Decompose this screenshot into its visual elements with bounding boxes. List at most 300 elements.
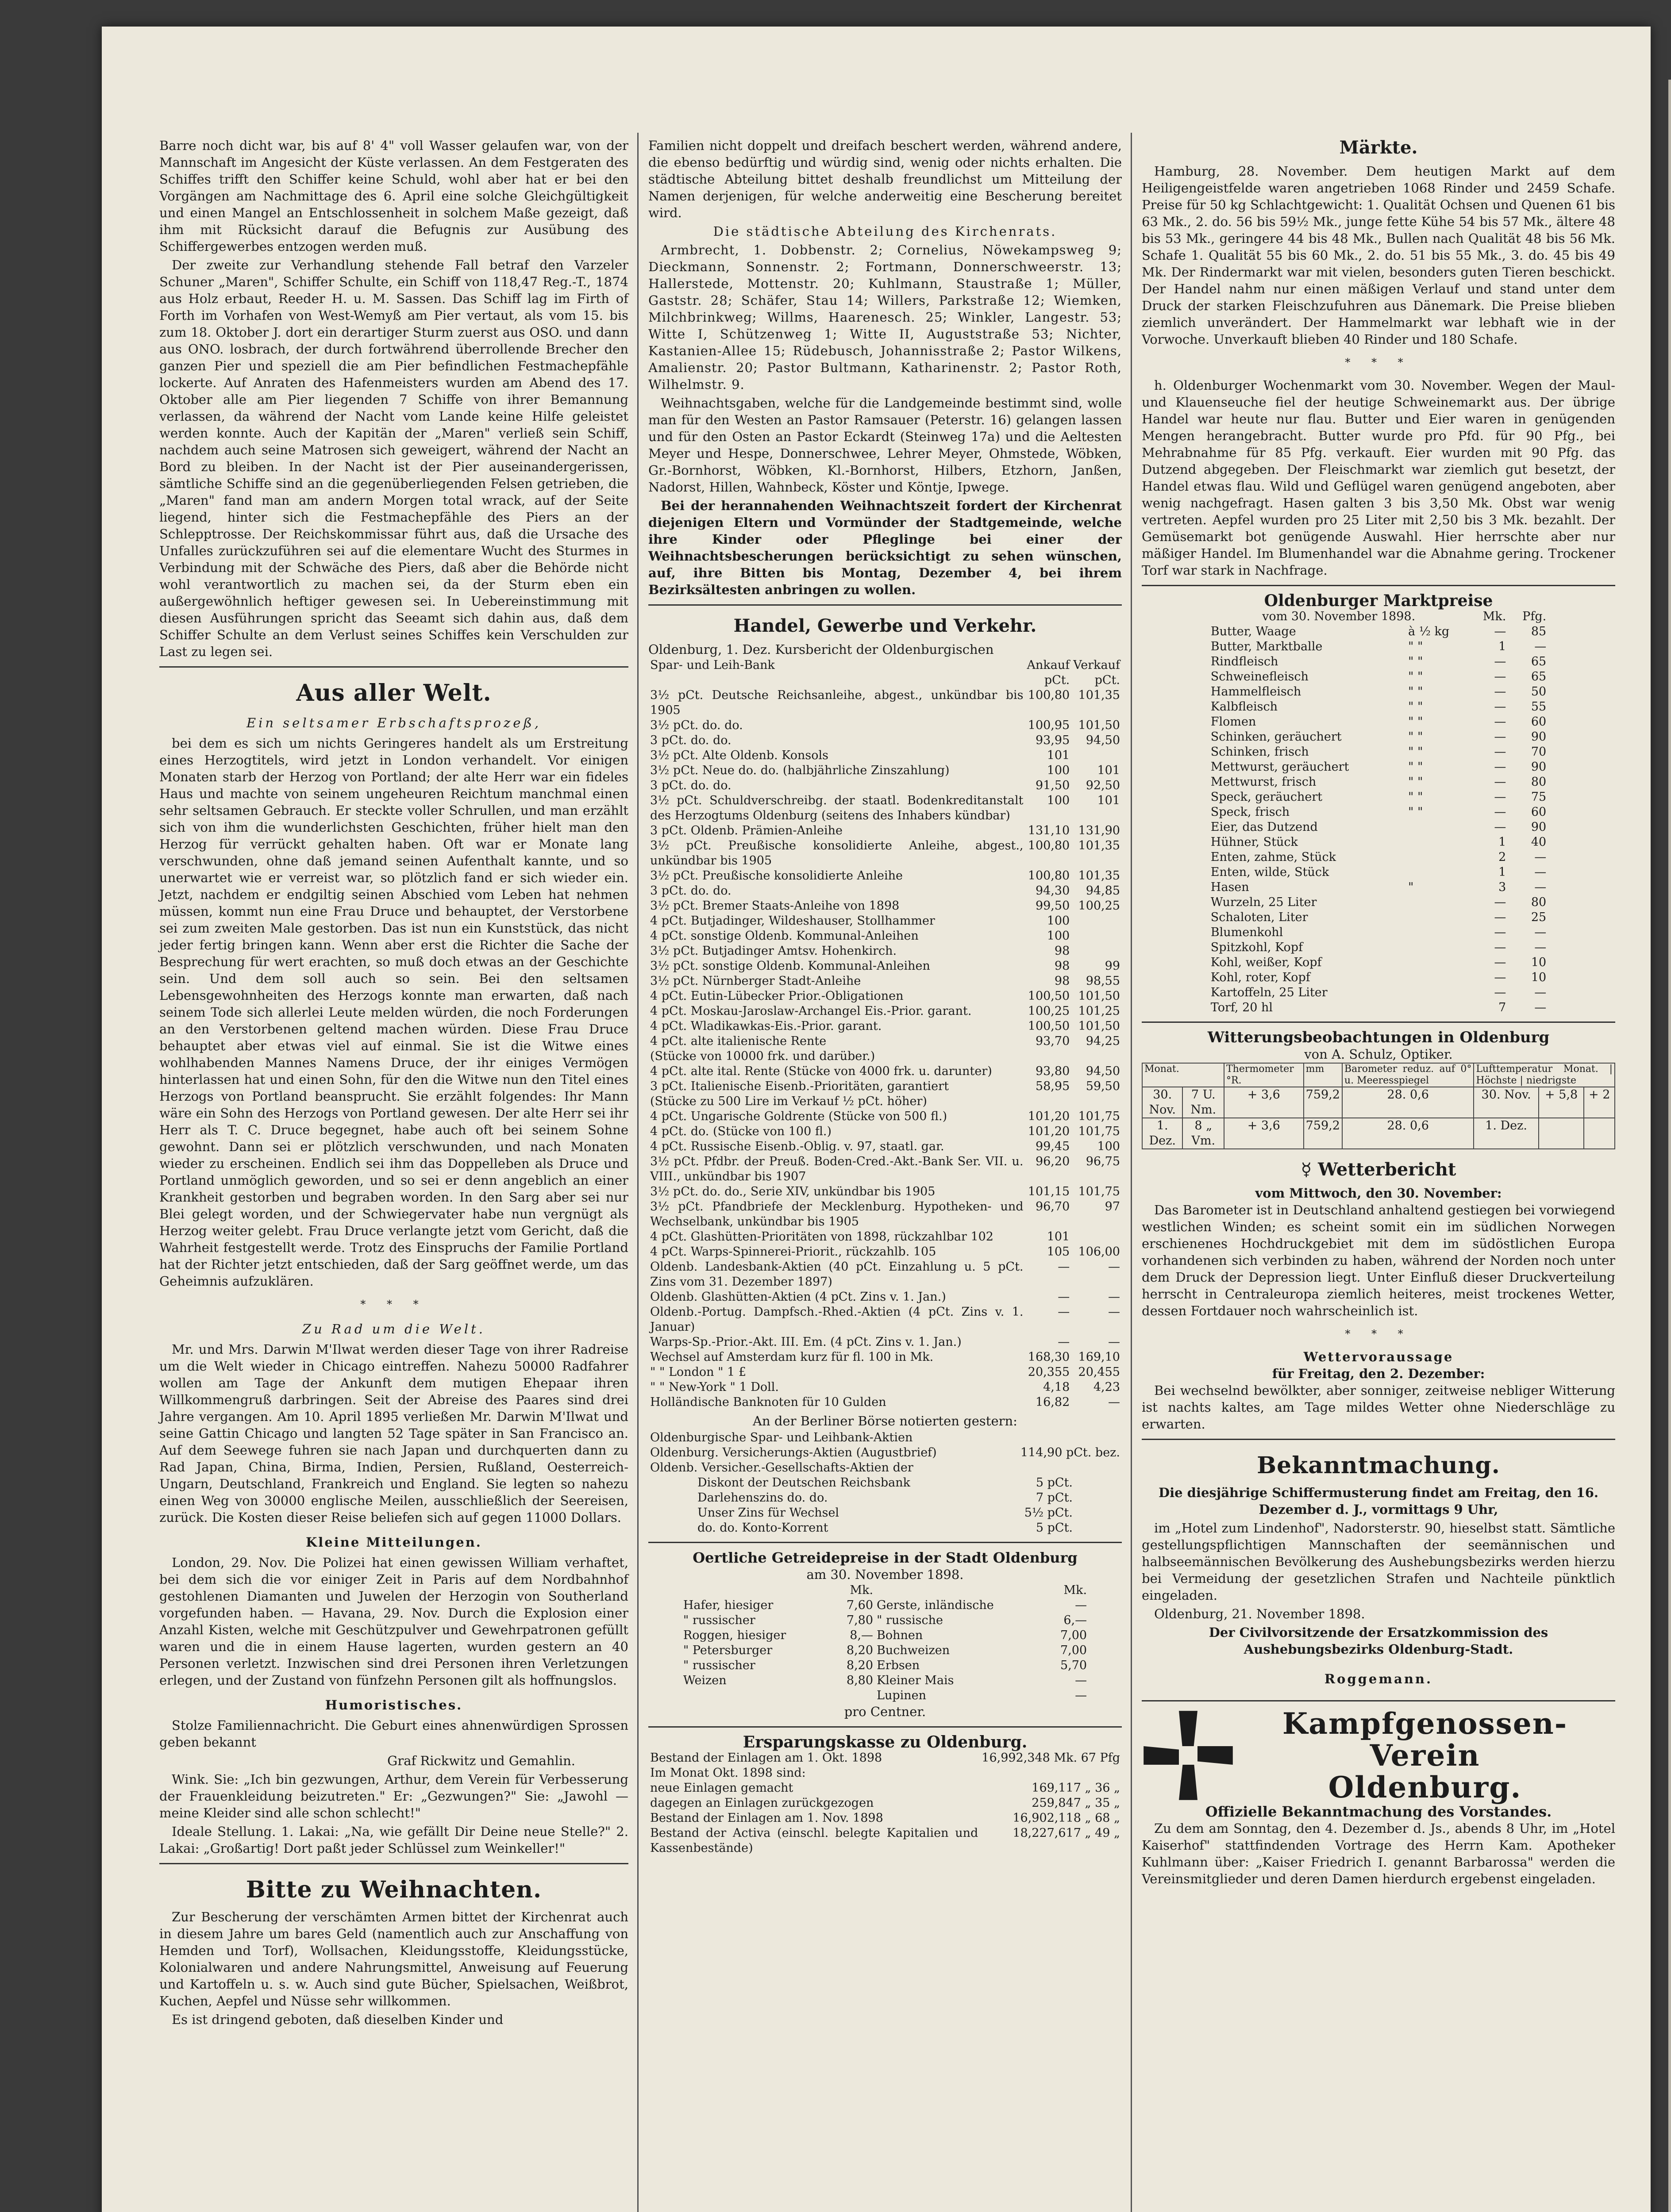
kurs-row-cell: 4 pCt. do. (Stücke von 100 fl.) <box>650 1125 832 1138</box>
marktpreise-row-cell: " " <box>1408 760 1423 774</box>
page-edge-shadow <box>1668 80 1671 2212</box>
kurs-row-cell <box>1071 944 1122 959</box>
section-heading-sparkasse: Ersparungskasse zu Oldenburg. <box>743 1733 1028 1751</box>
bekanntmachung-name: Roggemann. <box>1324 1671 1433 1686</box>
kurs-row <box>648 1335 1122 1350</box>
kurs-row <box>648 1229 1122 1244</box>
column-3 <box>1142 137 1615 1889</box>
bekanntmachung-date: Oldenburg, 21. November 1898. <box>1154 1606 1365 1621</box>
kurs-row-cell: 101 <box>1047 1230 1070 1244</box>
marktpreise-row-cell: 90 <box>1531 760 1547 774</box>
kurs-row <box>648 1244 1122 1260</box>
kurs-row <box>648 1049 1122 1064</box>
kurs-row-cell: Warps-Sp.-Prior.-Akt. III. Em. (4 pCt. Zins v. 1. Jan.) <box>650 1335 962 1349</box>
heading-witterung: Witterungsbeobachtungen in Oldenburg <box>1207 1029 1550 1046</box>
getreide-row-cell: — <box>1075 1598 1087 1612</box>
marktpreise-row <box>1208 955 1549 970</box>
witterung-row-cell: + 3,6 <box>1224 1087 1304 1118</box>
marktpreise-row-cell: 1 <box>1498 640 1506 653</box>
kurs-row-cell: 99,50 <box>1035 899 1070 913</box>
marktpreise-row-cell <box>1405 940 1469 955</box>
getreide-row-cell: 7,00 <box>1060 1628 1087 1642</box>
marktpreise-row-cell: Kohl, weißer, Kopf <box>1210 956 1322 969</box>
kurs-row-cell: 98 <box>1054 959 1070 973</box>
section-rule <box>648 604 1122 606</box>
kurs-row-cell: 97 <box>1105 1200 1120 1214</box>
kurs-row-cell: 99 <box>1105 959 1120 973</box>
getreide-row <box>681 1673 1089 1688</box>
kurs-row-cell: 96,20 <box>1035 1155 1070 1168</box>
kurs-row <box>648 748 1122 763</box>
marktpreise-row-cell: Torf, 20 hl <box>1210 1001 1273 1014</box>
marktpreise-row-cell: Schinken, geräuchert <box>1210 730 1342 744</box>
kurs-row-cell: 3½ pCt. Deutsche Reichsanleihe, abgest., unkündbar bis 1905 <box>650 688 1024 717</box>
section-rule <box>159 666 628 668</box>
getreide-row <box>681 1688 1089 1703</box>
marktpreise-row-cell: " " <box>1408 715 1423 729</box>
berlin-row-cell <box>997 1460 1122 1475</box>
kurs-row <box>648 1395 1122 1410</box>
getreide-row-cell: 7,00 <box>1060 1644 1087 1657</box>
kurs-row-cell: 94,50 <box>1086 733 1120 747</box>
witterung-row-cell: 1. Dez. <box>1142 1118 1182 1149</box>
column-rule <box>1131 133 1132 2212</box>
kurs-row <box>648 944 1122 959</box>
witterung-row-cell: 30. Nov. <box>1474 1087 1538 1118</box>
diskont-row <box>696 1475 1074 1490</box>
kurs-row-cell: 4 pCt. Russische Eisenb.-Oblig. v. 97, staatl. gar. <box>650 1140 944 1153</box>
kurs-row-cell: 101,75 <box>1078 1185 1120 1198</box>
kurs-row <box>648 1199 1122 1229</box>
diskont-row-cell: 7 pCt. <box>1036 1491 1073 1505</box>
heading-wetterbericht <box>1142 1159 1615 1180</box>
kurs-row <box>648 1034 1122 1049</box>
diskont-row-cell: 5 pCt. <box>1036 1476 1073 1490</box>
kurs-row <box>648 1350 1122 1365</box>
section-heading-handel: Handel, Gewerbe und Verkehr. <box>733 615 1037 636</box>
berlin-row <box>648 1460 1122 1475</box>
column-2 <box>648 137 1122 1856</box>
sparkasse-row-cell: 16,992,348 Mk. 67 Pfg <box>982 1751 1120 1765</box>
sparkasse-row <box>648 1811 1122 1826</box>
kurs-row-cell <box>1071 1094 1122 1109</box>
marktpreise-row-cell: — <box>1494 820 1506 834</box>
witterung-row-cell: 28. 0,6 <box>1342 1118 1474 1149</box>
kurs-row <box>648 899 1122 914</box>
diskont-row <box>696 1521 1074 1536</box>
marktpreise-row <box>1208 985 1549 1000</box>
marktpreise-row-cell <box>1405 985 1469 1000</box>
marktpreise-row-cell <box>1405 1000 1469 1015</box>
marktpreise-row-cell <box>1405 970 1469 985</box>
kurs-row-cell: — <box>1108 1335 1120 1349</box>
witterung-row-cell <box>1584 1118 1615 1149</box>
diskont-table <box>696 1475 1074 1536</box>
witterung-row-cell <box>1539 1118 1584 1149</box>
marktpreise-row-cell: — <box>1494 730 1506 744</box>
berlin-header: An der Berliner Börse notierten gestern: <box>753 1413 1017 1429</box>
kurs-row-cell: 100,80 <box>1028 839 1070 853</box>
wetterbericht-title: Wetterbericht <box>1318 1159 1456 1180</box>
marktpreise-row-cell <box>1405 850 1469 865</box>
marktpreise-row-cell: Butter, Waage <box>1210 625 1296 638</box>
witterung-sub: von A. Schulz, Optiker. <box>1304 1047 1453 1062</box>
column-rule <box>637 133 639 2212</box>
berlin-row <box>648 1445 1122 1460</box>
kurs-row-cell: 169,10 <box>1078 1350 1120 1364</box>
kurs-row-cell: 101,20 <box>1028 1125 1070 1138</box>
kurs-row-cell: 99,45 <box>1035 1140 1070 1153</box>
witterung-table <box>1142 1063 1615 1149</box>
column-1 <box>159 137 628 2030</box>
marktpreise-row-cell: 85 <box>1531 625 1547 638</box>
marktpreise-row <box>1208 699 1549 714</box>
kurs-row-cell: 131,10 <box>1028 824 1070 837</box>
kurs-row-cell: 101 <box>1097 794 1120 807</box>
section-heading-bitte: Bitte zu Weihnachten. <box>246 1876 542 1903</box>
marktpreise-row-cell: Mettwurst, geräuchert <box>1210 760 1349 774</box>
kampfgenossen-city: Oldenburg. <box>1328 1770 1522 1805</box>
marktpreise-row-cell: — <box>1534 941 1547 954</box>
kurs-col-ankauf: Ankauf <box>1027 658 1070 672</box>
kurs-row-cell: — <box>1108 1260 1120 1274</box>
kurs-row-cell: 101 <box>1097 764 1120 777</box>
kurs-row-cell: 16,82 <box>1035 1395 1070 1409</box>
marktpreise-row-cell: Schaloten, Liter <box>1210 910 1308 924</box>
kurs-header-bank: Spar- und Leih-Bank <box>650 658 775 672</box>
kampfgenossen-sub: Offizielle Bekanntmachung des Vorstandes. <box>1205 1803 1552 1820</box>
witterung-row-cell: + 5,8 <box>1539 1087 1584 1118</box>
article-paragraph: bei dem es sich um nichts Geringeres handelt als um Erstreitung eines Herzogtitels, wird jetzt in London verhandelt. Vor einigen Monaten starb der Herzog von Portland; der alte Herr war ein fideles Haus und machte von seinem ungeheuren Reichtum manchmal einen sehr seltsamen Gebrauch. Er steckte voller Schrullen, und man erzählt sich von ihm die wunderlichsten Geschichten, früher hielt man den Herzog für verrückt gehalten haben. Oft war er Monate lang verschwunden, ohne daß jemand seinen Aufenthalt kannte, und so unerwartet wie er verreist war, so plötzlich fand er sich wieder ein. Jetzt, nachdem er endgiltig seinen Abschied vom Leben hat nehmen müssen, kommt nun eine Frau Druce und behauptet, der Verstorbene sei zum zweiten Male gestorben. Das ist nun ein Kunststück, das nicht jeder fertig bringen kann. Wenn aber erst die Richter die Sache der Besprechung für wert erachten, so muß doch etwas an der Geschichte sein. Und dem soll auch so sein. Bei den seltsamen Lebensgewohnheiten des Herzogs konnte man erwarten, daß nach seinem Tode sich allerlei Leute melden würden, die noch Forderungen an den Verstorbenen geltend machen würden. Diese Frau Druce behauptet aber etwas viel auf einmal. Sie ist die Witwe eines wohlhabenden Mannes Namens Druce, der ihr einiges Vermögen hinterlassen hat und einen Sohn, für den die Witwe nun den Titel eines Herzogs von Portland beansprucht. Sie erzählt folgendes: Ihr Mann wäre ein Sohn des Herzogs von Portland gewesen. Der alte Herr sei ihr Herr als T. C. Druce begegnet, habe auch oft bei seinem Sohne gewohnt. Dann sei er plötzlich verschwunden, und nach Monaten wieder zu erscheinen. Endlich sei ihm das Doppelleben als Druce und Portland unmöglich geworden, und so sei er denn angeblich an einer Krankheit gestorben und begraben worden. In den Sarg aber sei nur Blei gelegt worden, und der Schwiegervater habe nun vergnügt als Herzog weiter gelebt. Frau Druce verlangte jetzt vom Gericht, daß die Wahrheit festgestellt werde. Trotz des Einspruchs der Familie Portland hat der Richter jetzt entschieden, daß der Sarg geöffnet werde, um das Geheimnis aufzuklären. <box>159 736 628 1289</box>
sparkasse-row-cell: dagegen an Einlagen zurückgezogen <box>650 1796 874 1810</box>
subheading: Kleine Mitteilungen. <box>306 1535 482 1550</box>
sparkasse-row <box>648 1796 1122 1811</box>
article-paragraph: Es ist dringend geboten, daß dieselben Kinder und <box>172 2012 504 2027</box>
marktpreise-row-cell: 50 <box>1531 685 1547 699</box>
kurs-row-cell: 100,80 <box>1028 869 1070 883</box>
getreide-row-cell: Buchweizen <box>877 1644 950 1657</box>
marktpreise-row-cell: 60 <box>1531 715 1547 729</box>
getreide-row-cell: Bohnen <box>877 1628 923 1642</box>
marktpreise-row <box>1208 669 1549 684</box>
kurs-row-cell: 101,35 <box>1078 869 1120 883</box>
getreide-date: am 30. November 1898. <box>806 1567 964 1582</box>
kurs-row <box>648 883 1122 899</box>
separator-stars: * * * <box>1345 356 1412 369</box>
diskont-row <box>696 1505 1074 1521</box>
marktpreise-row <box>1208 970 1549 985</box>
kurs-row <box>648 1124 1122 1139</box>
marktpreise-row-cell: Enten, zahme, Stück <box>1210 850 1336 864</box>
marktpreise-row-cell: — <box>1494 986 1506 999</box>
getreide-row-cell: " russischer <box>683 1659 755 1672</box>
marktpreise-row <box>1208 925 1549 940</box>
witterung-row <box>1142 1118 1615 1149</box>
marktpreise-row-cell: Schweinefleisch <box>1210 670 1309 684</box>
kurs-row-cell: 100,25 <box>1028 1004 1070 1018</box>
marktpreise-row-cell: — <box>1494 625 1506 638</box>
kurs-row <box>648 1154 1122 1184</box>
marktpreise-row <box>1208 639 1549 654</box>
marktpreise-row-cell: — <box>1494 895 1506 909</box>
getreide-row-cell: Hafer, hiesiger <box>683 1598 774 1612</box>
berlin-row-cell: 114,90 pCt. bez. <box>1020 1446 1120 1459</box>
sparkasse-row-cell: 16,902,118 „ 68 „ <box>1013 1811 1120 1825</box>
marktpreise-row-cell: 60 <box>1531 805 1547 819</box>
marktpreise-row-cell: Eier, das Dutzend <box>1210 820 1318 834</box>
marktpreise-row <box>1208 820 1549 835</box>
getreide-row-cell: 8,80 <box>846 1674 874 1687</box>
marktpreise-row-cell: 55 <box>1531 700 1547 714</box>
marktpreise-row <box>1208 895 1549 910</box>
kurs-row-cell: 94,25 <box>1086 1034 1120 1048</box>
witterung-row-cell: 7 U. Nm. <box>1182 1087 1224 1118</box>
witterung-row-cell: 759,2 <box>1304 1087 1342 1118</box>
article-continuation: Barre noch dicht war, bis auf 8' 4" voll Wasser gelaufen war, von der Mannschaft im Angesicht der Küste verlassen. An dem Festgeraten des Schiffes trifft den Schiffer keine Schuld, wohl aber hat er bei den Vorgängen am Nachmittage des 6. April eine solche Gleichgültigkeit und einen Mangel an Entschlossenheit in solchem Maße gezeigt, daß ihm mit Rücksicht darauf die Befugnis zur Ausübung des Schiffergewerbes entzogen werden muß. <box>159 138 628 254</box>
subheading: Zu Rad um die Welt. <box>302 1321 485 1336</box>
getreide-row-cell: 7,60 <box>846 1598 874 1612</box>
article-paragraph: Der zweite zur Verhandlung stehende Fall betraf den Varzeler Schuner „Maren", Schiffer Schulte, ein Schiff von 118,47 Reg.-T., 1874 aus Holz erbaut, Reeder H. u. M. Sassen. Das Schiff lag im Firth of Forth im Vorhafen von West-Wemyß am Pier vertaut, als vom 15. bis zum 18. Oktober J. dort ein derartiger Sturm zuerst aus OSO. und dann aus ONO. losbrach, der durch fortwährend überrollende Brecher den ganzen Pier und speziell die am Pier befindlichen Festmachepfähle lockerte. Auf Anraten des Hafenmeisters wurden am Abend des 17. Oktober alle am Pier liegenden 7 Schiffe von ihrer Bemannung verlassen, da während der Nacht vom Lande keine Hilfe geleistet werden konnte. Auch der Kapitän der „Maren" verließ sein Schiff, nachdem auch seine Matrosen sich geweigert, während der Nacht an Bord zu bleiben. In der Nacht ist der Pier auseinandergerissen, sämtliche Schiffe sind an die gegenüberliegenden Felsen getrieben, die „Maren" fand man am andern Morgen total wrack, auf der Seite liegend, hinter sich die Festmachepfähle des Piers an der Schlepptrosse. Der Reichskommissar führt aus, daß die Ursache des Unfalles zurückzuführen sei auf die elementare Wucht des Sturmes in Verbindung mit der Schwäche des Piers, daß aber die Behörde nicht wohl verantwortlich zu machen sei, da der Sturm eben ein außergewöhnlich heftiger gewesen sei. In Uebereinstimmung mit diesen Ausführungen spricht das Seeamt sich dahin aus, daß dem Schiffer Schulte an dem Verlust seines Schiffes kein Verschulden zur Last zu legen sei. <box>159 257 628 659</box>
marktpreise-row-cell <box>1405 865 1469 880</box>
kurs-row-cell: (Stücke zu 500 Lire im Verkauf ½ pCt. höher) <box>650 1094 927 1108</box>
kurs-row <box>648 1079 1122 1094</box>
getreide-table <box>681 1583 1089 1703</box>
marktpreise-row-cell: — <box>1534 986 1547 999</box>
names-list: Armbrecht, 1. Dobbenstr. 2; Cornelius, Nöwekampsweg 9; Dieckmann, Sonnenstr. 2; Fortmann, Donnerschweerstr. 13; Hallerstede, Mottenstr. 20; Kuhlmann, Staustraße 1; Müller, Gaststr. 28; Schäfer, Stau 14; Willers, Parkstraße 12; Wiemken, Milchbrinkweg; Willms, Haarenesch. 25; Winkler, Langestr. 53; Witte I, Schützenweg 1; Witte II, Auguststraße 53; Nichter, Kastanien-Allee 15; Rüdebusch, Johannisstraße 2; Pastor Wilkens, Amalienstr. 20; Pastor Bultmann, Katharinenstr. 2; Pastor Roth, Wilhelmstr. 9. <box>648 242 1122 392</box>
kurs-row <box>648 914 1122 929</box>
witterung-row-cell: 30. Nov. <box>1142 1087 1182 1118</box>
kurs-row-cell: 4 pCt. alte italienische Rente <box>650 1034 827 1048</box>
witterung-header-cell: mm <box>1304 1063 1342 1087</box>
section-rule <box>1142 1022 1615 1023</box>
market-report-oldenburg: h. Oldenburger Wochenmarkt vom 30. November. Wegen der Maul- und Klauenseuche fiel der heutige Schweinemarkt aus. Der übrige Handel war heute nur flau. Butter und Eier waren in genügenden Mengen herangebracht. Butter wurde pro Pfd. für 90 Pfg., bei Mehrabnahme für 85 Pfg. verkauft. Eier wurden mit 90 Pfg. das Dutzend abgegeben. Der Fleischmarkt war ziemlich gut besetzt, der Handel etwas flau. Wild und Geflügel waren genügend angeboten, aber wenig nachgefragt. Hasen galten 3 bis 3,50 Mk. Obst war wenig vertreten. Aepfel wurden pro 25 Liter mit 2,50 bis 3 Mk. bezahlt. Der Gemüsemarkt bot genügende Auswahl. Hier herrschte aber nur mäßiger Handel. Im Blumenhandel war die Abnahme gering. Trockener Torf war stark in Nachfrage. <box>1142 378 1615 578</box>
marktpreise-row-cell: — <box>1534 850 1547 864</box>
marktpreise-row-cell: — <box>1494 926 1506 939</box>
kurs-row-cell: 100 <box>1047 794 1070 807</box>
marktpreise-row-cell: — <box>1494 715 1506 729</box>
separator-stars: * * * <box>360 1298 427 1310</box>
marktpreise-row <box>1208 865 1549 880</box>
witterung-header-cell: Lufttemperatur Monat. | Höchste | niedrigste <box>1474 1063 1615 1087</box>
sparkasse-table <box>648 1751 1122 1856</box>
berlin-row-cell: Oldenb. Versicher.-Gesellschafts-Aktien der <box>650 1461 913 1475</box>
market-report-hamburg: Hamburg, 28. November. Dem heutigen Markt auf dem Heiligengeistfelde waren angetrieben 1068 Rinder und 2459 Schafe. Preise für 50 kg Schlachtgewicht: 1. Qualität Ochsen und Quenen 61 bis 63 Mk., 2. do. 56 bis 59½ Mk., junge fette Kühe 54 bis 57 Mk., ältere 48 bis 53 Mk., geringere 44 bis 48 Mk., Bullen nach Qualität 48 bis 56 Mk. Schafe 1. Qualität 55 bis 60 Mk., 2. do. 51 bis 55 Mk., 3. do. 45 bis 49 Mk. Der Rindermarkt war mit vielen, besonders guten Tieren beschickt. Der Handel nahm nur einen mäßigen Verlauf und stand unter dem Druck der starken Fleischzufuhren aus Dänemark. Die Preise blieben ziemlich unverändert. Der Hammelmarkt war lebhaft wie in der Vorwoche. Unverkauft blieben 40 Rinder und 180 Schafe. <box>1142 164 1615 347</box>
kurs-row-cell: 96,70 <box>1035 1200 1070 1214</box>
marktpreise-row-cell: — <box>1534 1001 1547 1014</box>
kurs-row-cell: 91,50 <box>1035 779 1070 792</box>
article-paragraph: London, 29. Nov. Die Polizei hat einen gewissen William verhaftet, bei dem sich die vor einiger Zeit in Paris auf dem Nordbahnhof gestohlenen Diamanten und Juwelen der Herzogin von Southerland vorgefunden haben. — Havana, 29. Nov. Durch die Explosion einer Anzahl Kisten, welche mit Geschützpulver und Gewehrpatronen gefüllt waren und die in einem Hause lagerten, wurden gestern an 40 Personen verletzt. Inzwischen sind drei Personen ihren Verletzungen erlegen, und der Zustand von fünfzehn Personen gilt als hoffnungslos. <box>159 1555 628 1688</box>
kurs-row-cell: 101,35 <box>1078 688 1120 702</box>
kurs-row-cell: 168,30 <box>1028 1350 1070 1364</box>
marktpreise-row <box>1208 850 1549 865</box>
marktpreise-row-cell: — <box>1494 760 1506 774</box>
kurs-row-cell: 20,355 <box>1028 1365 1070 1379</box>
humor-paragraph: Ideale Stellung. 1. Lakai: „Na, wie gefällt Dir Deine neue Stelle?" 2. Lakai: „Großartig! Dort paßt jeder Schlüssel zum Weinkeller!" <box>159 1824 628 1856</box>
kurs-row-cell: 106,00 <box>1078 1245 1120 1259</box>
marktpreise-row-cell: Kohl, roter, Kopf <box>1210 971 1310 984</box>
article-paragraph: Mr. und Mrs. Darwin M'Ilwat werden dieser Tage von ihrer Radreise um die Welt wieder in Chicago eintreffen. Nahezu 50000 Radfahrer wollen am Tage der Ankunft dem mutigen Ehepaar ihren Willkommengruß darbringen. Seit der Abreise des Paares sind drei Jahre vergangen. Am 10. April 1895 verließen Mr. Darwin M'Ilwat und seine Gattin Chicago und langten 52 Tage später in San Francisco an. Auf dem Seewege fuhren sie nach Japan und durchquerten dann zu Rad Japan, China, Birma, Indien, Persien, Rußland, Oesterreich-Ungarn, Deutschland, Frankreich und England. Sie legten so nahezu einen Weg von 30000 englische Meilen, ausschließlich der Seereisen, zurück. Die Kosten dieser Reise beliefen sich auf gegen 11000 Dollars. <box>159 1342 628 1525</box>
kurs-row-cell: Oldenb. Glashütten-Aktien (4 pCt. Zins v. 1. Jan.) <box>650 1290 946 1304</box>
getreide-row-cell: 8,20 <box>846 1644 874 1657</box>
kurs-row-cell: 4 pCt. Eutin-Lübecker Prior.-Obligationen <box>650 989 904 1003</box>
section-rule <box>1142 1700 1615 1701</box>
kurs-row <box>648 1139 1122 1154</box>
kurs-unit: pCt. <box>1044 673 1070 687</box>
kurs-row-cell: 3½ pCt. Nürnberger Stadt-Anleihe <box>650 974 861 988</box>
section-rule <box>648 1726 1122 1728</box>
diskont-row-cell: do. do. Konto-Korrent <box>697 1521 828 1535</box>
sparkasse-row-cell: 169,117 „ 36 „ <box>1032 1781 1120 1795</box>
marktpreise-row-cell: " " <box>1408 805 1423 819</box>
sparkasse-row-cell: Im Monat Okt. 1898 sind: <box>650 1766 806 1780</box>
getreide-row-cell: " Petersburger <box>683 1644 773 1657</box>
marktpreise-row-cell <box>1405 955 1469 970</box>
kurs-row-cell: 100,80 <box>1028 688 1070 702</box>
kurs-row <box>648 1109 1122 1124</box>
section-heading-maerkte: Märkte. <box>1339 137 1418 158</box>
kurs-unit: pCt. <box>1094 673 1120 687</box>
kurs-row-cell <box>1071 914 1122 929</box>
witterung-header-cell: Monat. <box>1142 1063 1224 1087</box>
kurs-row-cell: 4,18 <box>1043 1380 1070 1394</box>
marktpreise-row-cell: — <box>1494 790 1506 804</box>
marktpreise-row-cell: — <box>1494 941 1506 954</box>
bekanntmachung-text: im „Hotel zum Lindenhof", Nadorsterstr. 90, hieselbst statt. Sämtliche gestellungspflichtigen Mannschaften der seemännischen und halbseemännischen Bevölkerung des Aushebungsbezirks werden hierzu bei Vermeidung der gesetzlichen Strafen und Nachteile pünktlich eingeladen. <box>1142 1521 1615 1603</box>
sparkasse-row <box>648 1766 1122 1781</box>
kurs-row-cell: 3½ pCt. Butjadinger Amtsv. Hohenkirch. <box>650 944 897 958</box>
kurs-header <box>648 641 1122 658</box>
marktpreise-row-cell <box>1405 910 1469 925</box>
getreide-row-cell: 8,20 <box>846 1659 874 1672</box>
kurs-row <box>648 989 1122 1004</box>
kurs-row-cell: 3½ pCt. Schuldverschreibg. der staatl. Bodenkreditanstalt des Herzogtums Oldenburg (seitens des Inhabers kündbar) <box>650 794 1024 822</box>
diskont-row-cell: 5½ pCt. <box>1024 1506 1073 1520</box>
marktpreise-row-cell: " " <box>1408 745 1423 759</box>
kurs-row-cell: 3 pCt. do. do. <box>650 884 732 898</box>
kurs-row-cell: 3½ pCt. sonstige Oldenb. Kommunal-Anleihen <box>650 959 930 973</box>
sparkasse-row <box>648 1781 1122 1796</box>
marktpreise-row-cell: " <box>1408 880 1414 894</box>
kurs-row-cell <box>1071 1229 1122 1244</box>
kurs-row-cell: (Stücke von 10000 frk. und darüber.) <box>650 1049 875 1063</box>
kurs-row-cell: 4 pCt. Ungarische Goldrente (Stücke von 500 fl.) <box>650 1110 947 1123</box>
kurs-row-cell: 101,50 <box>1078 989 1120 1003</box>
kurs-row <box>648 1365 1122 1380</box>
marktpreise-row-cell: — <box>1494 775 1506 789</box>
kurs-row-cell: 4 pCt. Butjadinger, Wildeshauser, Stollhammer <box>650 914 935 928</box>
kurs-row-cell <box>1071 748 1122 763</box>
wetter-icon: ☿ <box>1301 1159 1318 1180</box>
kurs-row-cell: 3½ pCt. Alte Oldenb. Konsols <box>650 749 828 762</box>
kurs-row <box>648 763 1122 778</box>
kurs-row-cell: 93,80 <box>1035 1064 1070 1078</box>
diskont-row <box>696 1490 1074 1505</box>
kurs-row-cell: 4 pCt. alte ital. Rente (Stücke von 4000 frk. u. darunter) <box>650 1064 992 1078</box>
subheading: Ein seltsamer Erbschaftsprozeß, <box>246 715 542 730</box>
marktpreise-row <box>1208 714 1549 730</box>
kurs-row-cell: — <box>1058 1305 1070 1319</box>
kurs-row-cell: — <box>1058 1290 1070 1304</box>
witterung-row-cell: + 2 <box>1584 1087 1615 1118</box>
kurs-row-cell: 100 <box>1097 1140 1120 1153</box>
marktpreise-row-cell: à ½ kg <box>1408 625 1450 638</box>
kurs-row <box>648 793 1122 823</box>
witterung-row-cell: 1. Dez. <box>1474 1118 1538 1149</box>
kurs-row-cell: Wechsel auf Amsterdam kurz für fl. 100 in Mk. <box>650 1350 934 1364</box>
kurs-row-cell: 100 <box>1047 764 1070 777</box>
kurs-row-cell: 94,85 <box>1086 884 1120 898</box>
kurs-row-cell: 58,95 <box>1035 1079 1070 1093</box>
berlin-table <box>648 1430 1122 1475</box>
section-rule <box>648 1542 1122 1543</box>
bekanntmachung-lead: Die diesjährige Schiffermusterung findet am Freitag, den 16. Dezember d. J., vormittags 9 Uhr, <box>1158 1485 1599 1517</box>
marktpreise-row-cell <box>1405 925 1469 940</box>
marktpreise-row-cell: — <box>1494 670 1506 684</box>
getreide-unit: Mk. <box>850 1583 874 1597</box>
marktpreise-row-cell: Wurzeln, 25 Liter <box>1210 895 1317 909</box>
kurs-row-cell: 101 <box>1047 749 1070 762</box>
kurs-row-cell: 4 pCt. Warps-Spinnerei-Priorit., rückzahlb. 105 <box>650 1245 936 1259</box>
marktpreise-row-cell: Hühner, Stück <box>1210 835 1298 849</box>
witterung-row-cell: 8 „ Vm. <box>1182 1118 1224 1149</box>
sparkasse-row <box>648 1751 1122 1766</box>
getreide-row-cell: Kleiner Mais <box>877 1674 954 1687</box>
witterung-header-cell: Barometer reduz. auf 0° u. Meeresspiegel <box>1342 1063 1474 1087</box>
marktpreise-row-cell: — <box>1494 971 1506 984</box>
witterung-header-cell: Thermometer °R. <box>1224 1063 1304 1087</box>
marktpreise-date: vom 30. November 1898. <box>1262 610 1416 623</box>
article-paragraph: Weihnachtsgaben, welche für die Landgemeinde bestimmt sind, wolle man für den Westen an Pastor Ramsauer (Peterstr. 16) gelangen lassen und für den Osten an Pastor Eckardt (Steinweg 17a) und die Aeltesten Meyer und Hespe, Donnerschwee, Lehrer Meyer, Ohmstede, Wöbken, Gr.-Bornhorst, Wöbken, Kl.-Bornhorst, Hilbers, Etzhorn, Janßen, Nadorst, Hillen, Wahnbeck, Köster und Köntje, Ipwege. <box>648 396 1122 495</box>
kurs-row-cell: — <box>1108 1395 1120 1409</box>
berlin-row-cell: Oldenburg. Versicherungs-Aktien (Augustbrief) <box>650 1446 937 1459</box>
marktpreise-row-cell: Speck, frisch <box>1210 805 1290 819</box>
getreide-row <box>681 1628 1089 1643</box>
marktpreise-row-cell <box>1405 820 1469 835</box>
marktpreise-row-cell: Hasen <box>1210 880 1249 894</box>
diskont-row-cell: Unser Zins für Wechsel <box>697 1506 839 1520</box>
marktpreise-row-cell: — <box>1534 640 1547 653</box>
kurs-row-cell: 3½ pCt. Preußische konsolidierte Anleihe, abgest., unkündbar bis 1905 <box>650 839 1024 868</box>
section-rule <box>1142 585 1615 586</box>
marktpreise-unit-mk: Mk. <box>1482 610 1506 623</box>
kurs-row <box>648 1184 1122 1199</box>
marktpreise-unit-pfg: Pfg. <box>1522 610 1547 623</box>
kurs-row <box>648 929 1122 944</box>
kurs-row-cell: Oldenb.-Portug. Dampfsch.-Rhed.-Aktien (4 pCt. Zins v. 1. Januar) <box>650 1305 1024 1334</box>
marktpreise-row-cell: " " <box>1408 640 1423 653</box>
marktpreise-row-cell: 1 <box>1498 835 1506 849</box>
kurs-row-cell: 94,50 <box>1086 1064 1120 1078</box>
wettervoraussage-heading: Wettervoraussage <box>1303 1349 1454 1364</box>
marktpreise-row <box>1208 1000 1549 1015</box>
marktpreise-row-cell: 10 <box>1531 971 1547 984</box>
kurs-row-cell: 3 pCt. do. do. <box>650 733 732 747</box>
marktpreise-row-cell: — <box>1494 805 1506 819</box>
marktpreise-row-cell: " " <box>1408 655 1423 668</box>
witterung-row-cell: + 3,6 <box>1224 1118 1304 1149</box>
section-rule <box>1142 1439 1615 1440</box>
getreide-row <box>681 1643 1089 1658</box>
getreide-row-cell <box>832 1688 875 1703</box>
marktpreise-row <box>1208 880 1549 895</box>
kurs-row-cell: 100,25 <box>1078 899 1120 913</box>
berlin-row-cell: Oldenburgische Spar- und Leihbank-Aktien <box>650 1431 913 1444</box>
kurs-row <box>648 733 1122 748</box>
kurs-row-cell: 131,90 <box>1078 824 1120 837</box>
marktpreise-row-cell: Flomen <box>1210 715 1256 729</box>
kurs-row-cell: 4,23 <box>1093 1380 1120 1394</box>
marktpreise-row <box>1208 760 1549 775</box>
